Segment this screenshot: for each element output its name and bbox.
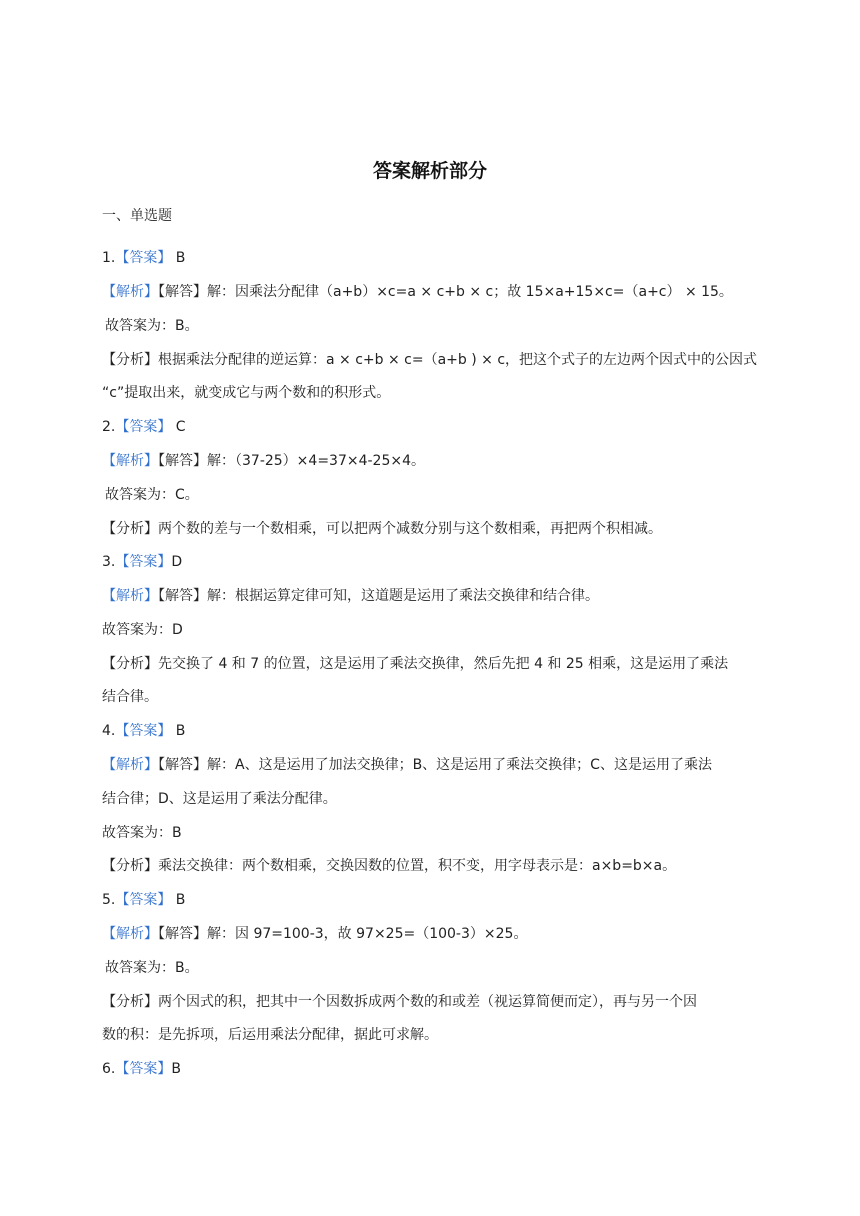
q5-answer-line bbox=[102, 890, 185, 910]
q3-fenxi-2: 结合律。 bbox=[102, 689, 158, 705]
q1-number: 1. bbox=[102, 250, 116, 266]
q5-fenxi-1: 两个因式的积，把其中一个因数拆成两个数的和或差（视运算简便而定），再与另一个因 bbox=[158, 994, 697, 1010]
answer-tag: 【答案】 bbox=[115, 1061, 172, 1077]
q2-number: 2. bbox=[102, 419, 116, 435]
answer-tag: 【答案】 bbox=[115, 250, 172, 266]
jiexi-tag: 【解析】 bbox=[102, 284, 158, 300]
q3-jiexi: 解：根据运算定律可知，这道题是运用了乘法交换律和结合律。 bbox=[207, 588, 599, 604]
q3-fenxi-1: 先交换了 4 和 7 的位置，这是运用了乘法交换律，然后先把 4 和 25 相乘，这是运用了乘法 bbox=[158, 656, 729, 672]
q6-answer-line bbox=[102, 1059, 181, 1079]
q4-jiexi-2: 结合律；D、这是运用了乘法分配律。 bbox=[102, 791, 337, 807]
fenxi-tag: 【分析】 bbox=[102, 656, 158, 672]
q3-number: 3. bbox=[102, 554, 116, 570]
q6-answer: B bbox=[171, 1061, 181, 1077]
answer-tag: 【答案】 bbox=[115, 892, 172, 908]
fenxi-tag: 【分析】 bbox=[102, 994, 158, 1010]
q5-fenxi-line bbox=[102, 992, 697, 1012]
q3-answer-line bbox=[102, 552, 182, 572]
q1-jiexi: 解：因乘法分配律（a+b）×c=a × c+b × c；故 15×a+15×c=（a+c） × 15。 bbox=[207, 284, 733, 300]
page-title: 答案解析部分 bbox=[372, 160, 487, 182]
q3-analysis-line bbox=[102, 586, 599, 606]
q2-jiexi: 解：（37-25）×4=37×4-25×4。 bbox=[207, 453, 426, 469]
jiexi-tag: 【解析】 bbox=[102, 926, 158, 942]
q2-answer-line bbox=[102, 417, 186, 437]
fenxi-tag: 【分析】 bbox=[102, 352, 158, 368]
section-heading: 一、单选题 bbox=[102, 208, 172, 224]
q5-answer: B bbox=[171, 892, 186, 908]
fenxi-tag: 【分析】 bbox=[102, 521, 158, 537]
q1-fenxi-1: 根据乘法分配律的逆运算：a × c+b × c=（a+b ) × c，把这个式子的左边两个因式中的公因式 bbox=[158, 352, 758, 368]
q2-analysis-line bbox=[102, 451, 425, 471]
q5-analysis-line bbox=[102, 924, 527, 944]
q4-analysis-line bbox=[102, 755, 712, 775]
jiexi-tag: 【解析】 bbox=[102, 453, 158, 469]
q1-conclusion: 故答案为：B。 bbox=[105, 318, 199, 334]
jieda-tag: 【解答】 bbox=[158, 453, 207, 469]
jiexi-tag: 【解析】 bbox=[102, 757, 158, 773]
answer-tag: 【答案】 bbox=[115, 554, 172, 570]
q4-conclusion: 故答案为：B bbox=[102, 825, 182, 841]
answer-tag: 【答案】 bbox=[115, 723, 172, 739]
q4-answer: B bbox=[171, 723, 186, 739]
q2-answer: C bbox=[171, 419, 186, 435]
q6-number: 6. bbox=[102, 1061, 116, 1077]
fenxi-tag: 【分析】 bbox=[102, 858, 158, 874]
q5-conclusion: 故答案为：B。 bbox=[105, 960, 199, 976]
jiexi-tag: 【解析】 bbox=[102, 588, 158, 604]
jieda-tag: 【解答】 bbox=[158, 284, 207, 300]
q4-fenxi-line bbox=[102, 856, 676, 876]
q2-fenxi-line bbox=[102, 519, 662, 539]
q3-answer: D bbox=[171, 554, 183, 570]
q5-number: 5. bbox=[102, 892, 116, 908]
q1-answer-line bbox=[102, 248, 185, 268]
q5-jiexi: 解：因 97=100-3，故 97×25=（100-3）×25。 bbox=[207, 926, 528, 942]
jieda-tag: 【解答】 bbox=[158, 926, 207, 942]
q1-answer: B bbox=[171, 250, 186, 266]
q2-fenxi: 两个数的差与一个数相乘，可以把两个减数分别与这个数相乘，再把两个积相减。 bbox=[158, 521, 662, 537]
q5-fenxi-2: 数的积：是先拆项，后运用乘法分配律，据此可求解。 bbox=[102, 1027, 438, 1043]
q3-conclusion: 故答案为：D bbox=[102, 622, 183, 638]
q4-fenxi: 乘法交换律：两个数相乘，交换因数的位置，积不变，用字母表示是：a×b=b×a。 bbox=[158, 858, 677, 874]
jieda-tag: 【解答】 bbox=[158, 757, 207, 773]
q1-fenxi-2: “c”提取出来，就变成它与两个数和的积形式。 bbox=[102, 385, 391, 401]
answer-tag: 【答案】 bbox=[115, 419, 172, 435]
q1-analysis-line bbox=[102, 282, 733, 302]
q1-fenxi-line bbox=[102, 350, 757, 370]
jieda-tag: 【解答】 bbox=[158, 588, 207, 604]
q2-conclusion: 故答案为：C。 bbox=[105, 487, 199, 503]
q3-fenxi-line bbox=[102, 654, 728, 674]
q4-answer-line bbox=[102, 721, 185, 741]
q4-number: 4. bbox=[102, 723, 116, 739]
q4-jiexi-1: 解：A、这是运用了加法交换律；B、这是运用了乘法交换律；C、这是运用了乘法 bbox=[207, 757, 712, 773]
